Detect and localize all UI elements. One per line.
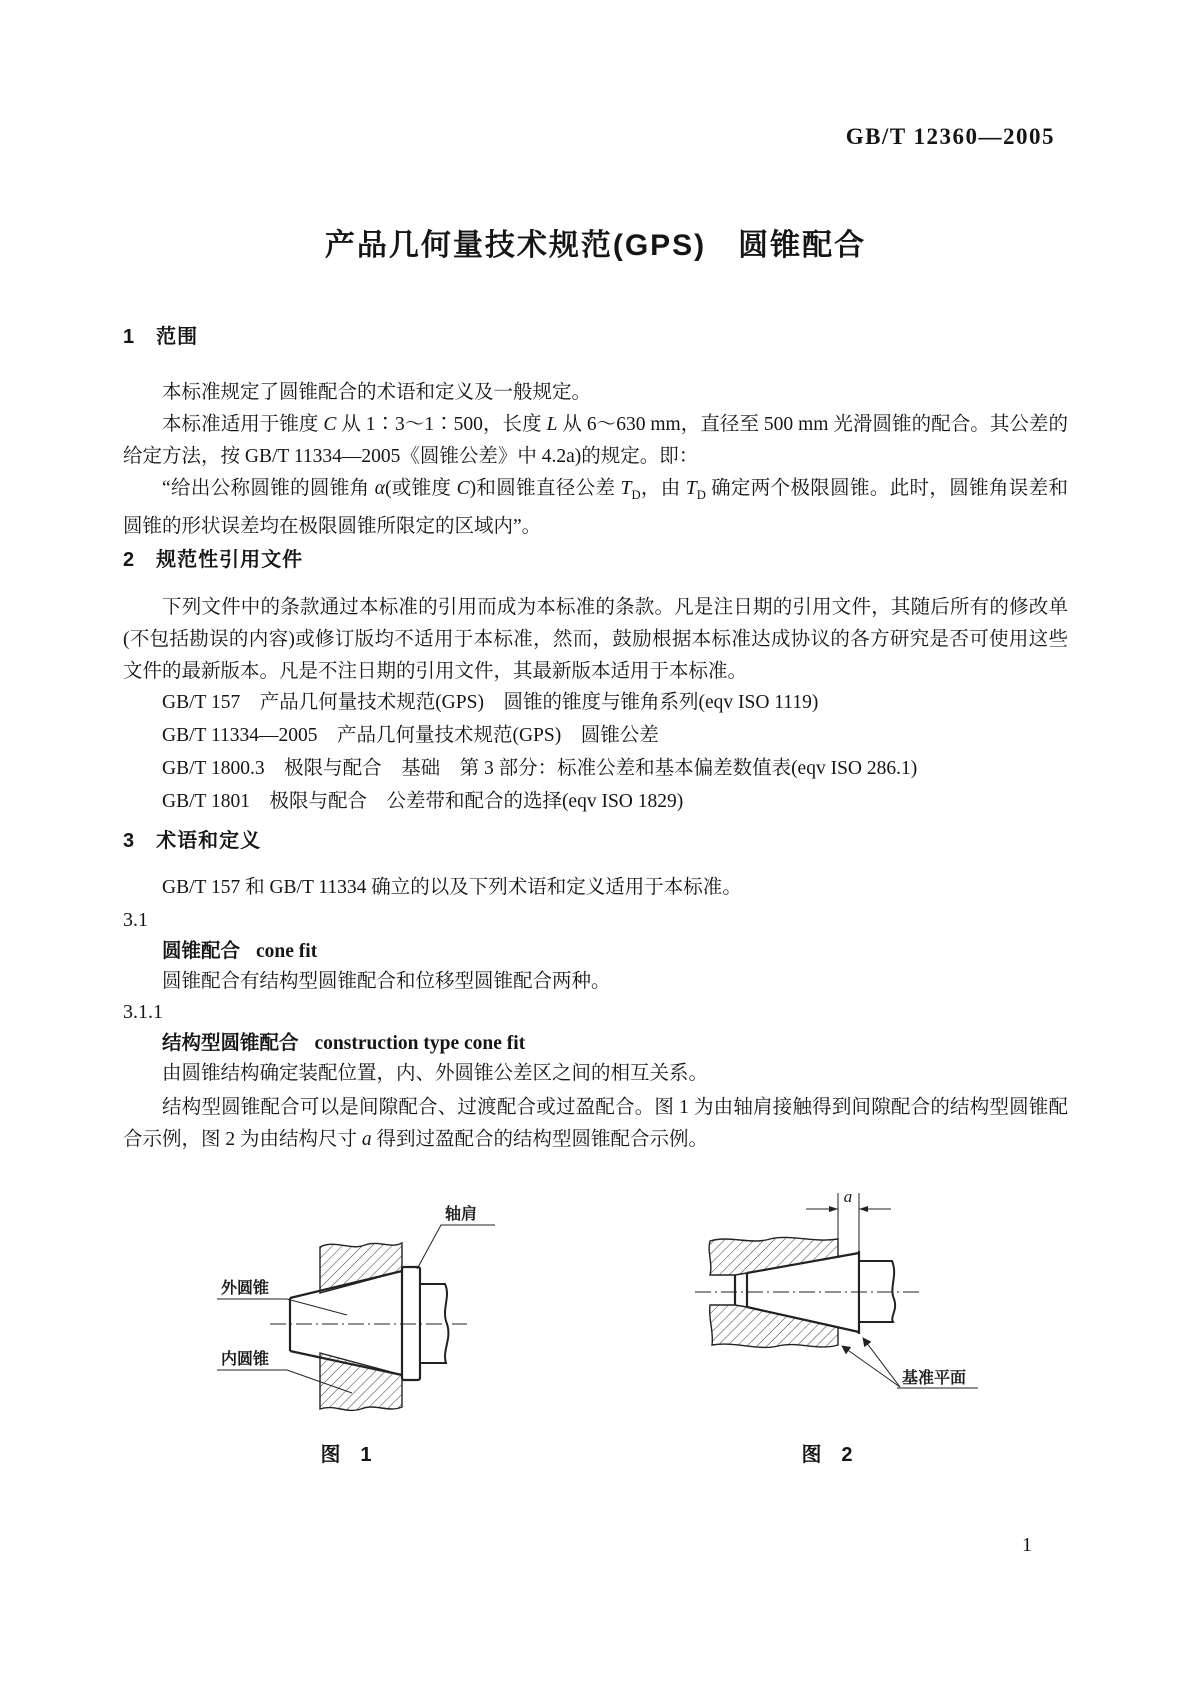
clause-3-1-1-number: 3.1.1 (123, 1001, 163, 1023)
figure-2-drawing (690, 1185, 1050, 1420)
text-segment: T (620, 478, 632, 499)
clause-3-1-term (162, 939, 317, 964)
paragraph (123, 1092, 1068, 1156)
document-title: 产品几何量技术规范(GPS) 圆锥配合 (324, 229, 867, 262)
figure-1-caption: 图 1 (320, 1444, 372, 1466)
text-segment: a (361, 1129, 372, 1150)
text-segment: “给出公称圆锥的圆锥角 (162, 478, 375, 499)
reference-item: GB/T 11334—2005 产品几何量技术规范(GPS) 圆锥公差 (162, 725, 659, 746)
internal-cone-housing (320, 1243, 402, 1410)
text-segment: D (696, 487, 706, 502)
shoulder-label: 轴肩 (445, 1206, 478, 1223)
figure-1-svg (195, 1185, 515, 1420)
text-segment: 圆锥配合有结构型圆锥配合和位移型圆锥配合两种。 (162, 971, 611, 992)
text-segment: 结构型圆锥配合可以是间隙配合、过渡配合或过盈配合。图 1 为由轴肩接触得到间隙配合的结构型圆锥配合示例，图 2 为由结构尺寸 (123, 1097, 1068, 1150)
term-chinese: 结构型圆锥配合 (162, 1032, 299, 1054)
standard-code: GB/T 12360—2005 (845, 124, 1055, 149)
page-number: 1 (1022, 1534, 1032, 1556)
text-segment: 从 6～630 mm，直径至 500 mm 光滑圆锥的配合。其公差的给定方法，按 GB/T 11334—2005《圆锥公差》中 4.2a)的规定。即： (123, 414, 1068, 467)
datum-plane-label: 基准平面 (902, 1370, 967, 1387)
paragraph (123, 592, 1068, 688)
external-cone-label: 外圆锥 (221, 1280, 270, 1297)
dimension-a-label: a (843, 1187, 853, 1206)
section-1-heading: 1 范围 (123, 326, 199, 348)
text-segment: )和圆锥直径公差 (469, 478, 621, 499)
clause-3-1-definition (162, 970, 1068, 994)
paragraph (123, 377, 1068, 409)
clause-3-1-number: 3.1 (123, 909, 148, 931)
reference-item: GB/T 1800.3 极限与配合 基础 第 3 部分：标准公差和基本偏差数值表(eqv ISO 286.1) (162, 758, 918, 779)
text-segment: 本标准适用于锥度 (162, 414, 324, 435)
clause-3-1-1-term (162, 1031, 525, 1056)
paragraph (123, 409, 1068, 473)
paragraph (123, 872, 1068, 904)
paragraph (123, 473, 1068, 543)
term-chinese: 圆锥配合 (162, 940, 241, 962)
text-segment: α (374, 478, 385, 499)
text-segment: L (546, 414, 558, 435)
section-2-heading: 2 规范性引用文件 (123, 549, 304, 571)
term-english: cone fit (256, 941, 318, 962)
reference-item: GB/T 1801 极限与配合 公差带和配合的选择(eqv ISO 1829) (162, 791, 684, 812)
normative-references-list (123, 686, 1068, 818)
term-english: construction type cone fit (314, 1033, 526, 1054)
text-segment: GB/T 157 和 GB/T 11334 确立的以及下列术语和定义适用于本标准。 (162, 877, 742, 898)
section-3-heading: 3 术语和定义 (123, 830, 262, 852)
figure-1-drawing (195, 1185, 515, 1420)
text-segment: 下列文件中的条款通过本标准的引用而成为本标准的条款。凡是注日期的引用文件，其随后所有的修改单(不包括勘误的内容)或修订版均不适用于本标准，然而，鼓励根据本标准达成协议的各方研究是否可使用这些文件的最新版本。凡是不注日期的引用文件，其最新版本适用于本标准。 (123, 597, 1068, 682)
text-segment: ，由 (640, 478, 686, 499)
text-segment: C (456, 478, 470, 499)
text-segment: D (631, 487, 641, 502)
text-segment: 从 1∶3～1∶500，长度 (336, 414, 547, 435)
figure-2-svg (690, 1185, 1050, 1420)
text-segment: 确定两个极限圆锥。此时，圆锥角误差和圆锥的形状误差均在极限圆锥所限定的区域内”。 (123, 478, 1068, 537)
section-1-body (123, 377, 1068, 543)
internal-cone-label: 内圆锥 (221, 1351, 270, 1368)
clause-3-1-1-definition (162, 1062, 1068, 1086)
text-segment: (或锥度 (384, 478, 457, 499)
reference-item: GB/T 157 产品几何量技术规范(GPS) 圆锥的锥度与锥角系列(eqv ISO 1119) (162, 692, 819, 713)
section-2-body (123, 592, 1068, 688)
text-segment: T (685, 478, 697, 499)
text-segment: 本标准规定了圆锥配合的术语和定义及一般规定。 (162, 382, 592, 403)
text-segment: C (323, 414, 337, 435)
text-segment: 得到过盈配合的结构型圆锥配合示例。 (371, 1129, 709, 1150)
clause-3-1-1-note (123, 1092, 1068, 1156)
text-segment: 由圆锥结构确定装配位置，内、外圆锥公差区之间的相互关系。 (162, 1063, 709, 1084)
figure-2-caption: 图 2 (801, 1444, 853, 1466)
section-3-intro (123, 872, 1068, 904)
